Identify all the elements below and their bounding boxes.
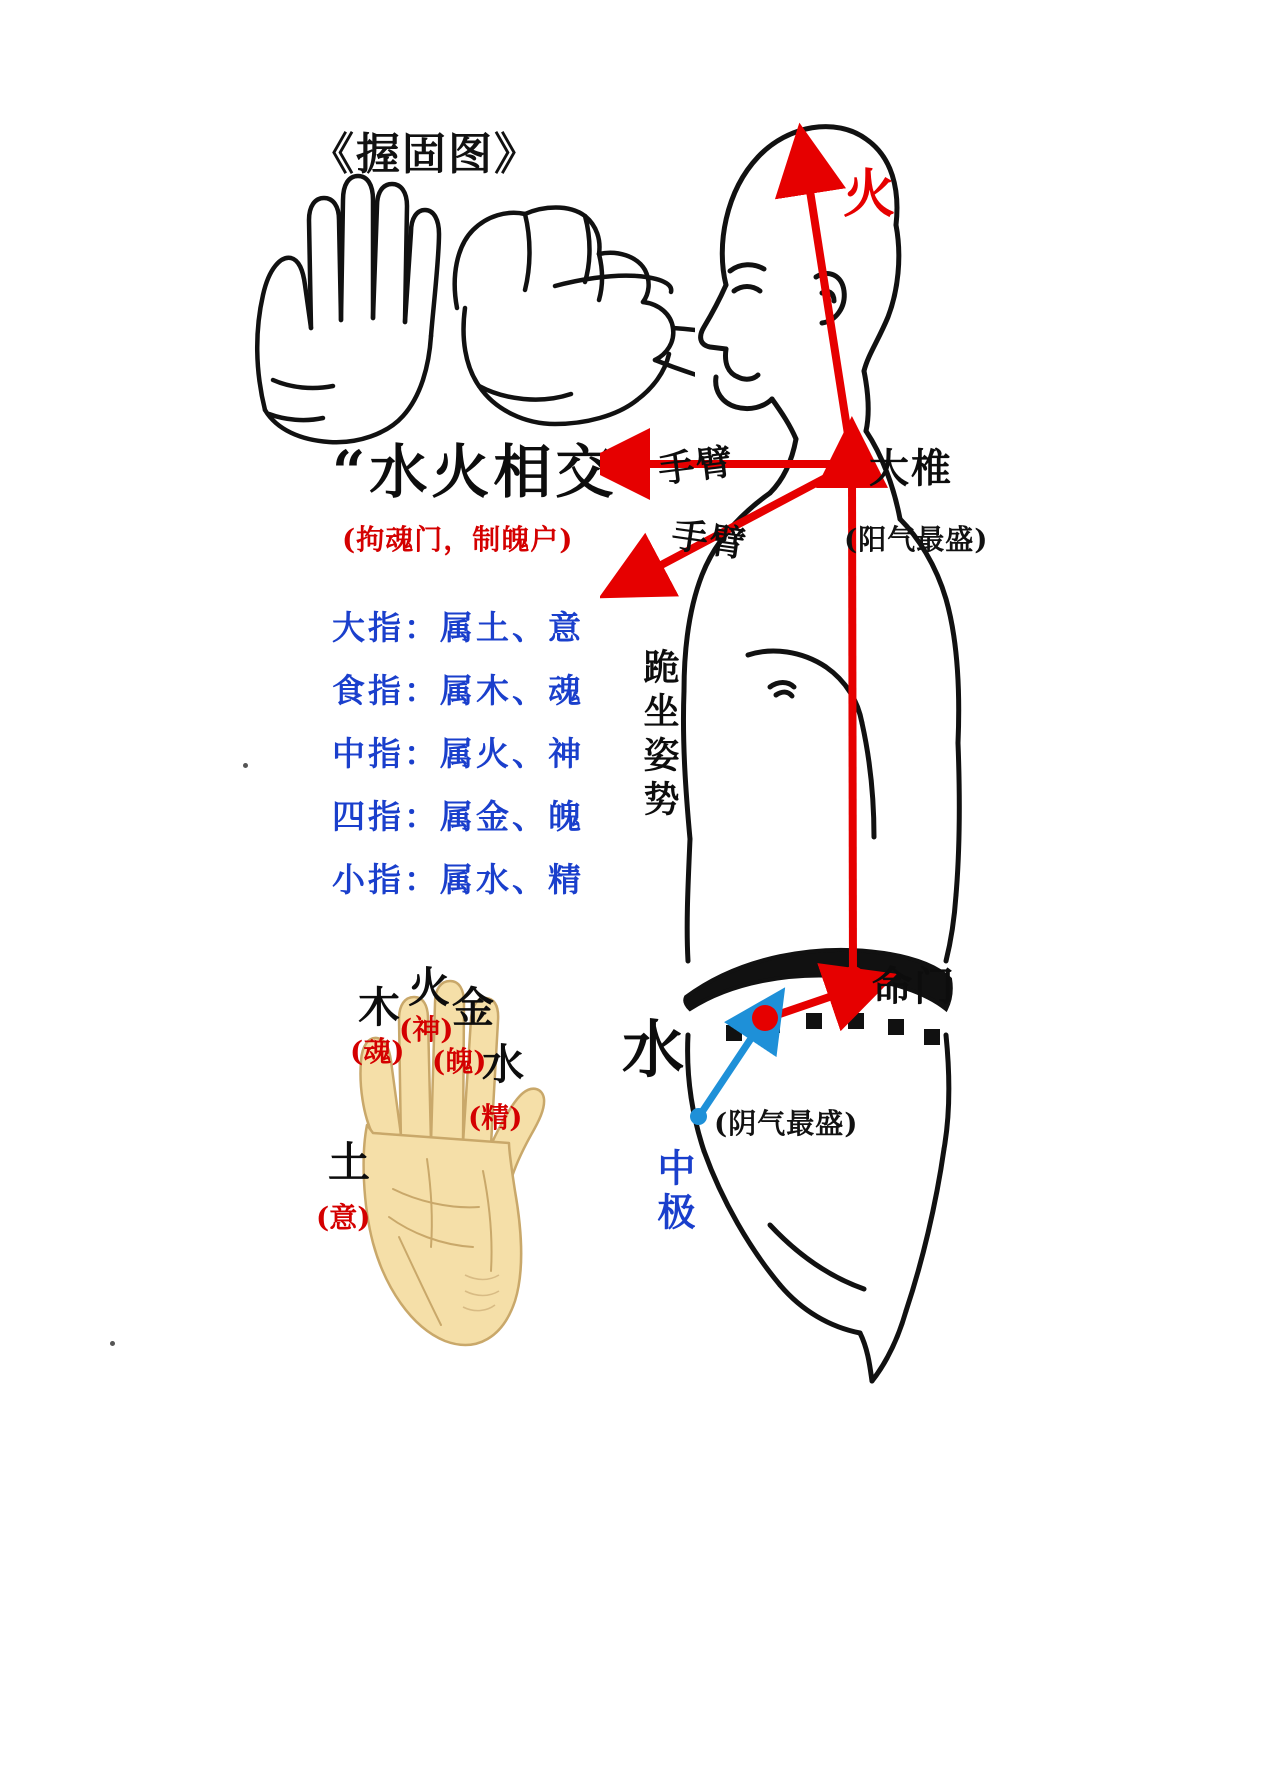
- hand-label-metal-spirit: (魄): [432, 1045, 487, 1078]
- finger-spirit: 魂: [548, 671, 584, 710]
- hand-label-fire: 火: [408, 963, 451, 1012]
- label-arm-lower: 手臂: [669, 513, 751, 567]
- finger-spirit: 精: [548, 860, 584, 899]
- page-title: 《握固图》: [310, 129, 540, 180]
- label-water: 水: [622, 1013, 685, 1086]
- hand-label-fire-spirit: (神): [399, 1013, 454, 1046]
- label-posture: 跪坐姿势: [638, 648, 680, 824]
- label-zhongji: 中极: [651, 1148, 696, 1236]
- hand-label-metal: 金: [452, 983, 495, 1032]
- label-yinqi-note: (阴气最盛): [714, 1107, 859, 1140]
- paper-speck: [110, 1341, 115, 1346]
- subtitle-note: (拘魂门，制魄户): [342, 523, 574, 556]
- finger-name: 食指：: [332, 671, 440, 710]
- finger-spirit: 魄: [548, 797, 584, 836]
- finger-name: 中指：: [332, 734, 440, 773]
- label-dazhui-note: (阳气最盛): [844, 523, 989, 556]
- finger-element-list: [332, 602, 584, 901]
- finger-element: 属火、: [440, 734, 548, 773]
- acupoint-mingmen-dot: [842, 966, 864, 988]
- acupoint-dazhui-dot: [841, 452, 863, 474]
- label-dazhui: 大椎: [869, 445, 953, 492]
- paper-speck: [243, 763, 248, 768]
- list-item: [332, 854, 584, 901]
- hand-label-wood: 木: [358, 983, 401, 1032]
- hand-label-earth: 土: [328, 1138, 371, 1187]
- finger-element: 属土、: [440, 608, 548, 647]
- hand-label-water: 水: [482, 1040, 525, 1089]
- finger-element: 属水、: [440, 860, 548, 899]
- subtitle-shuihuoxiangjiao: “水火相交”: [332, 438, 655, 506]
- list-item: [332, 665, 584, 712]
- hand-label-water-spirit: (精): [468, 1101, 523, 1134]
- arrow-to-mingmen: [768, 992, 844, 1018]
- label-fire: 火: [843, 164, 898, 225]
- acupoint-zhongji-dot: [690, 1108, 707, 1125]
- label-mingmen: 命门: [872, 963, 956, 1010]
- finger-name: 小指：: [332, 860, 440, 899]
- hand-label-earth-spirit: (意): [316, 1201, 371, 1234]
- finger-element: 属木、: [440, 671, 548, 710]
- list-item: [332, 728, 584, 775]
- finger-name: 大指：: [332, 608, 440, 647]
- finger-element: 属金、: [440, 797, 548, 836]
- finger-spirit: 神: [548, 734, 584, 773]
- hand-label-wood-spirit: (魂): [350, 1035, 405, 1068]
- acupoint-lower-dot: [752, 1005, 778, 1031]
- list-item: [332, 791, 584, 838]
- finger-name: 四指：: [332, 797, 440, 836]
- finger-spirit: 意: [548, 608, 584, 647]
- list-item: [332, 602, 584, 649]
- label-arm-upper: 手臂: [656, 440, 737, 492]
